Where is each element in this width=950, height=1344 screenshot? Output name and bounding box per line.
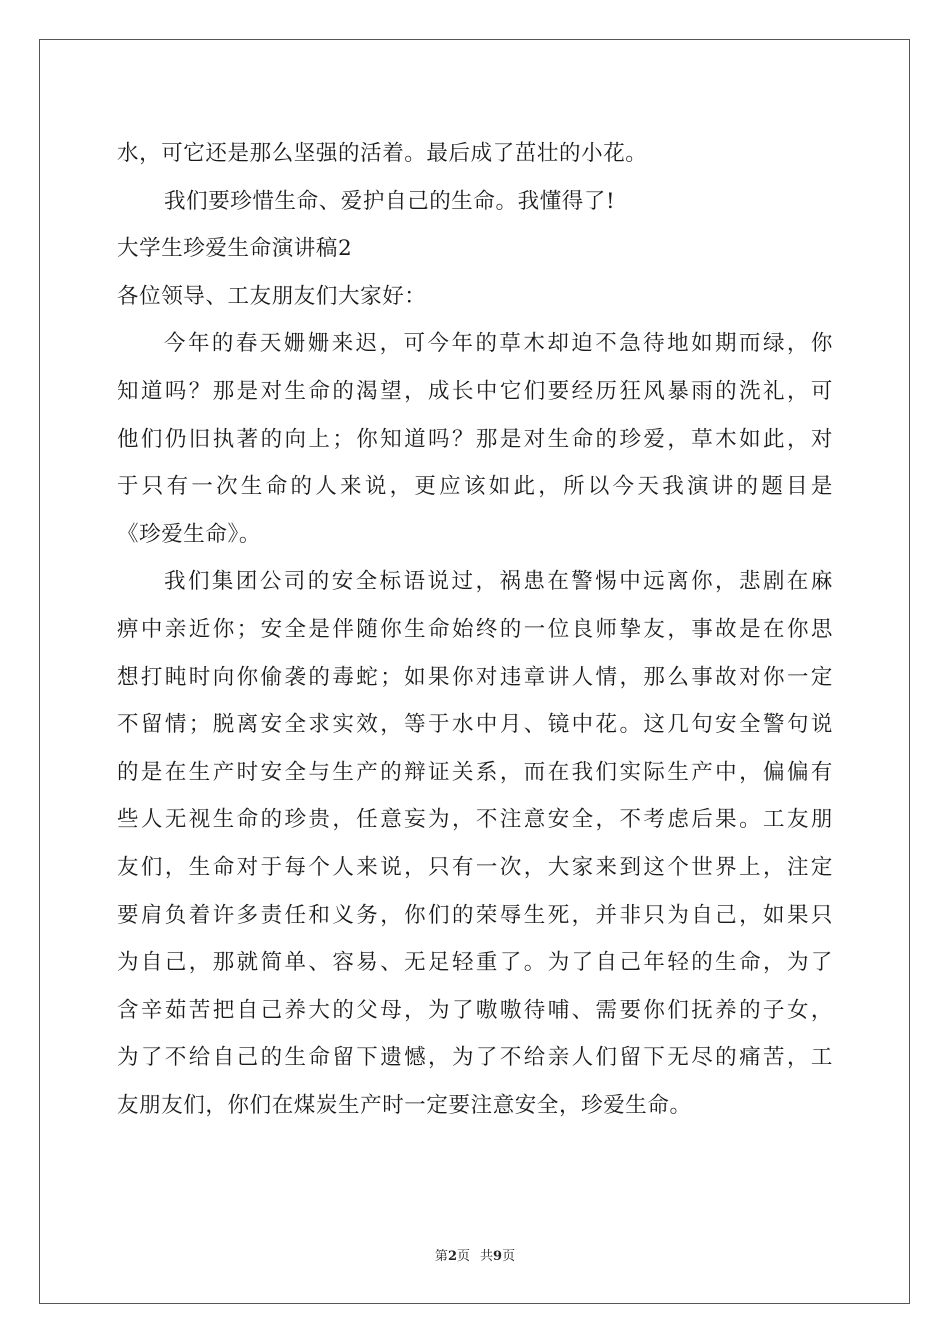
text-line: 要肩负着许多责任和义务，你们的荣辱生死，并非只为自己，如果只	[117, 902, 833, 928]
total-prefix: 共	[480, 1249, 494, 1264]
text-line: 友们，生命对于每个人来说，只有一次，大家来到这个世界上，注定	[117, 854, 833, 880]
salutation: 各位领导、工友朋友们大家好：	[117, 283, 427, 309]
text-line: 痹中亲近你；安全是伴随你生命始终的一位良师挚友，事故是在你思	[117, 616, 833, 642]
page-suffix: 页	[456, 1249, 470, 1264]
total-suffix: 页	[502, 1249, 516, 1264]
text-line: 他们仍旧执著的向上；你知道吗？那是对生命的珍爱，草木如此，对	[117, 426, 833, 452]
text-line: 不留情；脱离安全求实效，等于水中月、镜中花。这几句安全警句说	[117, 712, 833, 738]
total-pages: 9	[493, 1249, 503, 1264]
text-line: 知道吗？那是对生命的渴望，成长中它们要经历狂风暴雨的洗礼，可	[117, 378, 833, 404]
text-line: 的是在生产时安全与生产的辩证关系，而在我们实际生产中，偏偏有	[117, 759, 833, 785]
text-line: 于只有一次生命的人来说，更应该如此，所以今天我演讲的题目是	[117, 474, 833, 500]
text-line: 为了不给自己的生命留下遗憾，为了不给亲人们留下无尽的痛苦，工	[117, 1045, 833, 1071]
text-line: 水，可它还是那么坚强的活着。最后成了茁壮的小花。	[117, 141, 648, 166]
text-line: 些人无视生命的珍贵，任意妄为，不注意安全，不考虑后果。工友朋	[117, 807, 833, 833]
text-line: 我们集团公司的安全标语说过，祸患在警惕中远离你，悲剧在麻	[164, 569, 833, 595]
page-footer	[0, 1245, 950, 1264]
text-line: 我们要珍惜生命、爱护自己的生命。我懂得了!	[164, 188, 616, 214]
document-body	[117, 130, 833, 1129]
text-line: 今年的春天姗姗来迟，可今年的草木却迫不急待地如期而绿，你	[164, 331, 833, 357]
text-line: 《珍爱生命》。	[117, 521, 261, 547]
page-number: 2	[447, 1249, 457, 1264]
page-prefix: 第	[434, 1249, 448, 1264]
text-line: 友朋友们，你们在煤炭生产时一定要注意安全，珍爱生命。	[117, 1092, 692, 1118]
text-line: 为自己，那就简单、容易、无足轻重了。为了自己年轻的生命，为了	[117, 950, 833, 976]
section-heading: 大学生珍爱生命演讲稿2	[117, 236, 353, 262]
text-line: 想打盹时向你偷袭的毒蛇；如果你对违章讲人情，那么事故对你一定	[117, 664, 833, 690]
text-line: 含辛茹苦把自己养大的父母，为了嗷嗷待哺、需要你们抚养的子女，	[117, 997, 833, 1023]
